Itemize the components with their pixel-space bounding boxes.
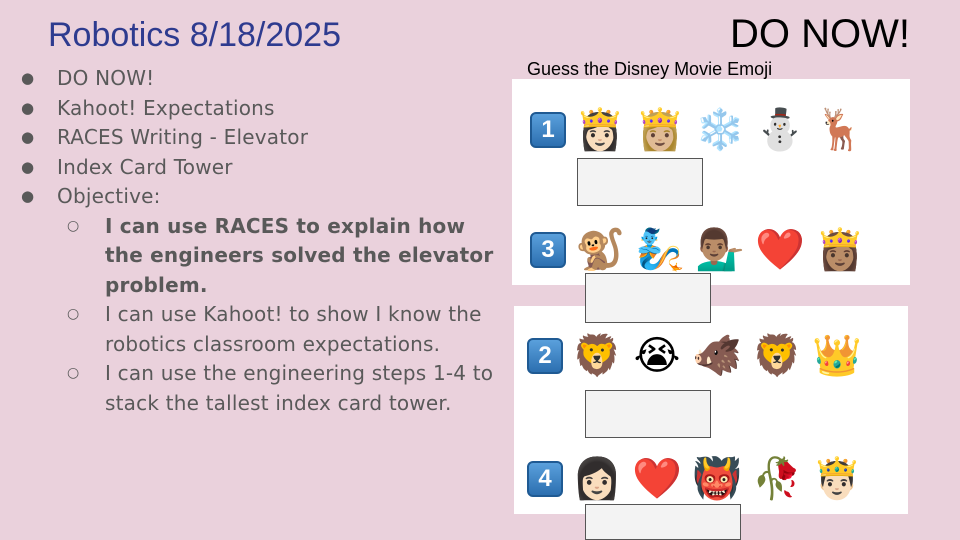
- princess-icon: 👸🏽: [815, 227, 865, 273]
- answer-box-1[interactable]: [577, 158, 703, 206]
- emoji-row-4: [527, 453, 863, 505]
- emoji-row-1: [530, 104, 866, 156]
- agenda-list: [20, 64, 500, 418]
- number-badge: 3: [530, 232, 566, 268]
- emoji-row-2: [527, 330, 863, 382]
- boar-icon: 🐗: [692, 333, 742, 379]
- answer-box-4[interactable]: [585, 504, 741, 540]
- monkey-icon: 🐒: [575, 227, 625, 273]
- agenda-item-kahoot: ● Kahoot! Expectations: [20, 94, 500, 124]
- snowman-icon: ⛄: [755, 107, 805, 153]
- agenda-item-races: ● RACES Writing - Elevator: [20, 123, 500, 153]
- lion-icon: 🦁: [752, 333, 802, 379]
- objective-label: Objective:: [57, 184, 161, 208]
- do-now-heading: DO NOW!: [730, 12, 910, 56]
- number-badge: 1: [530, 112, 566, 148]
- agenda-item-do-now: ● DO NOW!: [20, 64, 500, 94]
- objective-list: [57, 212, 500, 419]
- quiz-label: Guess the Disney Movie Emoji: [527, 59, 773, 79]
- answer-box-2[interactable]: [585, 390, 711, 438]
- number-badge: 4: [527, 461, 563, 497]
- woman-icon: 👩🏻: [572, 456, 622, 502]
- objective-races: ○ I can use RACES to explain how the engineers solved the elevator problem.: [57, 212, 500, 301]
- deer-icon: 🦌: [815, 107, 865, 153]
- objective-engineering-steps: ○ I can use the engineering steps 1-4 to stack the tallest index card tower.: [57, 359, 500, 418]
- prince-icon: 🤴🏻: [812, 456, 862, 502]
- princess-icon: 👸🏻: [575, 107, 625, 153]
- agenda-item-objective: [20, 182, 500, 418]
- agenda-item-index-card-tower: ● Index Card Tower: [20, 153, 500, 183]
- ogre-icon: 👹: [692, 456, 742, 502]
- emoji-row-3: [530, 224, 866, 276]
- snowflake-icon: ❄️: [695, 107, 745, 153]
- genie-icon: 🧞: [635, 227, 685, 273]
- crying-face-icon: 😭: [633, 333, 681, 379]
- princess-icon: 👸🏼: [635, 107, 685, 153]
- number-badge: 2: [527, 338, 563, 374]
- answer-box-3[interactable]: [585, 273, 711, 323]
- red-heart-icon: ❤️: [755, 227, 805, 273]
- wilted-rose-icon: 🥀: [752, 456, 802, 502]
- slide-title: Robotics 8/18/2025: [48, 16, 341, 54]
- lion-icon: 🦁: [572, 333, 622, 379]
- person-tipping-hand-icon: 💁🏽‍♂️: [695, 227, 745, 273]
- crown-icon: 👑: [812, 333, 862, 379]
- objective-kahoot: ○ I can use Kahoot! to show I know the robotics classroom expectations.: [57, 300, 500, 359]
- red-heart-icon: ❤️: [632, 456, 682, 502]
